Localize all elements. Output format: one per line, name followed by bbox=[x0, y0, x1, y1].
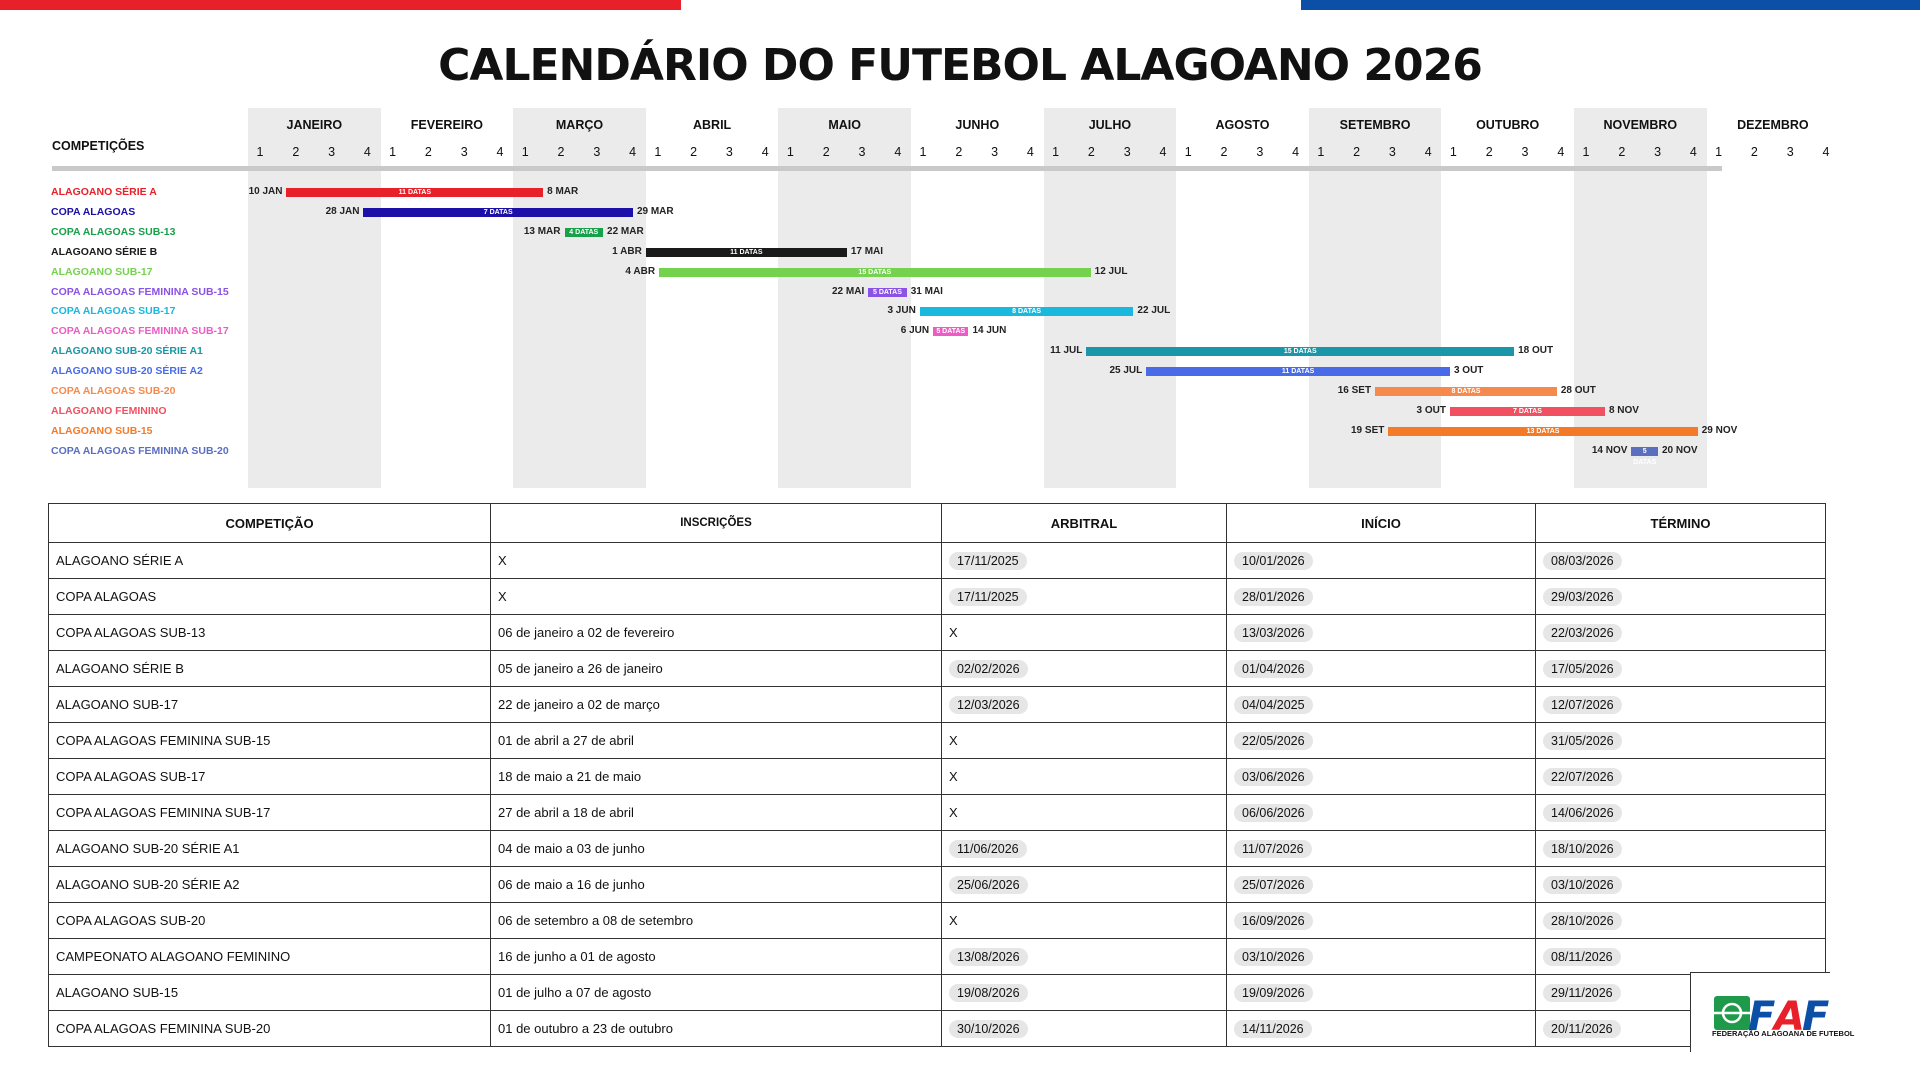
date-pill: 16/09/2026 bbox=[1234, 912, 1313, 930]
cell-termino bbox=[1536, 615, 1826, 651]
competition-label: COPA ALAGOAS bbox=[51, 205, 136, 218]
page-title: CALENDÁRIO DO FUTEBOL ALAGOANO 2026 bbox=[438, 40, 1482, 91]
week-label: 2 bbox=[292, 145, 300, 159]
competition-label: COPA ALAGOAS FEMININA SUB-15 bbox=[51, 285, 229, 298]
month-label: JUNHO bbox=[955, 118, 1000, 132]
date-pill: 03/10/2026 bbox=[1234, 948, 1313, 966]
bar-dates-label: 8 DATAS bbox=[1451, 388, 1481, 395]
week-label: 4 bbox=[1557, 145, 1565, 159]
bar-end-date: 22 JUL bbox=[1137, 305, 1171, 317]
date-pill: 14/11/2026 bbox=[1234, 1020, 1312, 1038]
competition-bar bbox=[646, 248, 847, 257]
date-pill: 08/11/2026 bbox=[1543, 948, 1621, 966]
week-label: 3 bbox=[1654, 145, 1662, 159]
cell-inicio bbox=[1227, 615, 1536, 651]
date-pill: 20/11/2026 bbox=[1543, 1020, 1621, 1038]
month-label: MAIO bbox=[828, 118, 861, 132]
bar-dates-label: 8 DATAS bbox=[1012, 308, 1042, 316]
bar-end-date: 29 NOV bbox=[1701, 424, 1738, 436]
svg-text:F: F bbox=[1748, 994, 1776, 1040]
date-pill: 22/03/2026 bbox=[1543, 624, 1622, 642]
competition-bar bbox=[1450, 407, 1605, 416]
cell-competicao: ALAGOANO SUB-17 bbox=[49, 687, 491, 723]
date-pill: 28/01/2026 bbox=[1234, 588, 1313, 606]
month-shade bbox=[778, 108, 911, 488]
competition-label: ALAGOANO SUB-20 SÉRIE A2 bbox=[51, 365, 203, 378]
header-competicao: COMPETIÇÃO bbox=[49, 504, 491, 543]
date-pill: 11/06/2026 bbox=[949, 840, 1027, 858]
date-pill: 01/04/2026 bbox=[1234, 660, 1313, 678]
month-label: JULHO bbox=[1088, 118, 1132, 132]
cell-arbitral bbox=[942, 831, 1227, 867]
bar-start-date: 28 JAN bbox=[325, 205, 360, 217]
week-label: 2 bbox=[690, 145, 698, 159]
bar-dates-label: 11 DATAS bbox=[1281, 368, 1315, 376]
week-label: 3 bbox=[593, 145, 601, 159]
table-row bbox=[49, 867, 1826, 903]
week-label: 1 bbox=[654, 145, 662, 159]
competition-label: ALAGOANO SÉRIE B bbox=[51, 245, 158, 258]
cell-arbitral bbox=[942, 543, 1227, 579]
bar-dates-label: 13 DATAS bbox=[1526, 427, 1560, 435]
bar-end-date: 22 MAR bbox=[607, 225, 644, 237]
week-label: 1 bbox=[1582, 145, 1590, 159]
month-label: NOVEMBRO bbox=[1603, 118, 1678, 132]
bar-dates-label: 5 DATAS bbox=[936, 328, 966, 336]
table-row bbox=[49, 1011, 1826, 1047]
date-pill: 17/05/2026 bbox=[1543, 660, 1622, 678]
date-pill: 18/10/2026 bbox=[1543, 840, 1622, 858]
cell-termino bbox=[1536, 759, 1826, 795]
bar-start-date: 3 OUT bbox=[1416, 404, 1446, 416]
bar-dates-label: 7 DATAS bbox=[483, 208, 513, 216]
week-label: 4 bbox=[496, 145, 504, 159]
cell-competicao: COPA ALAGOAS FEMININA SUB-17 bbox=[49, 795, 491, 831]
competition-bar bbox=[286, 188, 543, 197]
cell-termino bbox=[1536, 795, 1826, 831]
week-label: 1 bbox=[786, 145, 794, 159]
competition-bar bbox=[868, 288, 906, 297]
cell-competicao: ALAGOANO SUB-20 SÉRIE A2 bbox=[49, 867, 491, 903]
week-label: 4 bbox=[1424, 145, 1432, 159]
table-row bbox=[49, 579, 1826, 615]
date-pill: 12/03/2026 bbox=[949, 696, 1028, 714]
bar-start-date: 1 ABR bbox=[612, 245, 642, 257]
cell-arbitral: X bbox=[942, 723, 1227, 759]
week-label: 4 bbox=[629, 145, 637, 159]
cell-competicao: ALAGOANO SUB-20 SÉRIE A1 bbox=[49, 831, 491, 867]
cell-competicao: CAMPEONATO ALAGOANO FEMININO bbox=[49, 939, 491, 975]
month-label: AGOSTO bbox=[1215, 118, 1270, 132]
cell-inscricoes: 16 de junho a 01 de agosto bbox=[491, 939, 942, 975]
table-row bbox=[49, 939, 1826, 975]
cell-termino bbox=[1536, 903, 1826, 939]
cell-arbitral bbox=[942, 651, 1227, 687]
bar-start-date: 16 SET bbox=[1337, 385, 1372, 396]
week-label: 4 bbox=[363, 145, 371, 159]
date-pill: 17/11/2025 bbox=[949, 552, 1027, 570]
logo-subtitle: FEDERAÇÃO ALAGOANA DE FUTEBOL bbox=[1712, 1029, 1855, 1038]
competition-bar bbox=[1388, 427, 1697, 436]
cell-termino bbox=[1536, 543, 1826, 579]
bar-end-date: 3 OUT bbox=[1453, 365, 1484, 377]
competition-label: COPA ALAGOAS SUB-20 bbox=[51, 385, 176, 397]
month-shade bbox=[1044, 108, 1177, 488]
cell-termino bbox=[1536, 939, 1826, 975]
competition-bar bbox=[1146, 367, 1450, 376]
date-pill: 19/08/2026 bbox=[949, 984, 1028, 1002]
date-pill: 04/04/2025 bbox=[1234, 696, 1313, 714]
week-label: 4 bbox=[1292, 145, 1300, 159]
date-pill: 06/06/2026 bbox=[1234, 804, 1313, 822]
date-pill: 08/03/2026 bbox=[1543, 552, 1622, 570]
week-label: 3 bbox=[1388, 145, 1396, 159]
bar-end-date: 20 NOV bbox=[1661, 444, 1698, 456]
bar-dates-label: 5 DATAS bbox=[873, 288, 902, 296]
bar-dates-label: 15 DATAS bbox=[1283, 348, 1317, 356]
week-label: 3 bbox=[328, 145, 336, 159]
schedule-table bbox=[48, 503, 1826, 1047]
cell-arbitral: X bbox=[942, 795, 1227, 831]
week-label: 3 bbox=[1256, 145, 1264, 159]
date-pill: 03/10/2026 bbox=[1543, 876, 1622, 894]
week-label: 3 bbox=[991, 145, 999, 159]
competition-label: ALAGOANO FEMININO bbox=[51, 404, 167, 417]
header-inicio: INÍCIO bbox=[1227, 504, 1536, 543]
date-pill: 13/03/2026 bbox=[1234, 624, 1313, 642]
week-label: 3 bbox=[460, 145, 468, 159]
cell-competicao: COPA ALAGOAS FEMININA SUB-20 bbox=[49, 1011, 491, 1047]
month-label: FEVEREIRO bbox=[410, 118, 484, 132]
cell-arbitral bbox=[942, 939, 1227, 975]
month-shade bbox=[248, 108, 381, 488]
cell-competicao: COPA ALAGOAS bbox=[49, 579, 491, 615]
bar-end-date: 8 MAR bbox=[547, 186, 579, 197]
competition-bar bbox=[363, 208, 632, 217]
week-label: 1 bbox=[1184, 145, 1192, 159]
competition-bar bbox=[1086, 347, 1514, 356]
competitions-header: COMPETIÇÕES bbox=[52, 139, 145, 153]
week-label: 1 bbox=[521, 145, 529, 159]
cell-termino bbox=[1536, 651, 1826, 687]
date-pill: 25/06/2026 bbox=[949, 876, 1028, 894]
week-label: 4 bbox=[1822, 145, 1830, 159]
bar-end-date: 29 MAR bbox=[636, 205, 674, 217]
week-label: 1 bbox=[1449, 145, 1457, 159]
cell-inicio bbox=[1227, 1011, 1536, 1047]
timeline-axis bbox=[52, 166, 1722, 171]
bar-start-date: 10 JAN bbox=[248, 186, 283, 197]
bar-start-date: 6 JUN bbox=[900, 325, 930, 337]
month-label: DEZEMBRO bbox=[1737, 118, 1809, 132]
date-pill: 02/02/2026 bbox=[949, 660, 1028, 678]
date-pill: 22/07/2026 bbox=[1543, 768, 1622, 786]
cell-competicao: ALAGOANO SÉRIE B bbox=[49, 651, 491, 687]
date-pill: 13/08/2026 bbox=[949, 948, 1028, 966]
cell-inscricoes: 27 de abril a 18 de abril bbox=[491, 795, 942, 831]
competition-label: COPA ALAGOAS FEMININA SUB-17 bbox=[51, 325, 229, 338]
date-pill: 12/07/2026 bbox=[1543, 696, 1622, 714]
bar-dates-label: 11 DATAS bbox=[730, 248, 763, 256]
cell-arbitral bbox=[942, 687, 1227, 723]
cell-inscricoes: 01 de abril a 27 de abril bbox=[491, 723, 942, 759]
competition-bar bbox=[933, 327, 968, 336]
month-label: ABRIL bbox=[692, 118, 732, 132]
month-label: JANEIRO bbox=[286, 118, 343, 132]
bar-end-date: 18 OUT bbox=[1518, 345, 1554, 357]
table-row bbox=[49, 903, 1826, 939]
month-shade bbox=[513, 108, 646, 488]
bar-end-date: 14 JUN bbox=[972, 325, 1007, 337]
bar-end-date: 28 OUT bbox=[1560, 385, 1596, 396]
faf-logo bbox=[1690, 972, 1855, 1072]
week-label: 1 bbox=[1715, 145, 1723, 159]
bar-start-date: 19 SET bbox=[1351, 424, 1385, 436]
cell-arbitral: X bbox=[942, 615, 1227, 651]
month-label: SETEMBRO bbox=[1339, 118, 1411, 132]
cell-competicao: ALAGOANO SÉRIE A bbox=[49, 543, 491, 579]
cell-termino bbox=[1536, 867, 1826, 903]
date-pill: 03/06/2026 bbox=[1234, 768, 1313, 786]
week-label: 2 bbox=[1087, 145, 1095, 159]
date-pill: 25/07/2026 bbox=[1234, 876, 1313, 894]
competition-label: ALAGOANO SUB-15 bbox=[51, 424, 153, 437]
cell-inscricoes: 18 de maio a 21 de maio bbox=[491, 759, 942, 795]
competition-bar bbox=[565, 228, 603, 237]
cell-termino bbox=[1536, 831, 1826, 867]
week-label: 2 bbox=[424, 145, 432, 159]
cell-arbitral bbox=[942, 867, 1227, 903]
cell-inicio bbox=[1227, 831, 1536, 867]
date-pill: 29/11/2026 bbox=[1543, 984, 1621, 1002]
faf-logo-icon bbox=[1712, 992, 1855, 1052]
month-label: OUTUBRO bbox=[1476, 118, 1540, 132]
cell-competicao: ALAGOANO SUB-15 bbox=[49, 975, 491, 1011]
bar-end-date: 17 MAI bbox=[850, 245, 884, 257]
cell-termino bbox=[1536, 579, 1826, 615]
bar-dates-label: 7 DATAS bbox=[1512, 407, 1542, 415]
bar-start-date: 13 MAR bbox=[523, 225, 561, 237]
cell-competicao: COPA ALAGOAS FEMININA SUB-15 bbox=[49, 723, 491, 759]
cell-inscricoes: X bbox=[491, 579, 942, 615]
cell-inicio bbox=[1227, 903, 1536, 939]
bar-dates-label: 4 DATAS bbox=[569, 228, 599, 236]
cell-inicio bbox=[1227, 579, 1536, 615]
date-pill: 29/03/2026 bbox=[1543, 588, 1622, 606]
cell-inscricoes: 01 de outubro a 23 de outubro bbox=[491, 1011, 942, 1047]
cell-inicio bbox=[1227, 759, 1536, 795]
bar-start-date: 11 JUL bbox=[1050, 345, 1083, 357]
header-termino: TÉRMINO bbox=[1536, 504, 1826, 543]
bar-start-date: 4 ABR bbox=[625, 265, 656, 277]
table-row bbox=[49, 831, 1826, 867]
bar-end-date: 12 JUL bbox=[1094, 265, 1128, 277]
cell-termino bbox=[1536, 687, 1826, 723]
competition-bar bbox=[659, 268, 1091, 277]
competition-label: ALAGOANO SÉRIE A bbox=[51, 186, 157, 198]
week-label: 1 bbox=[256, 145, 264, 159]
competition-bar bbox=[1631, 447, 1658, 466]
date-pill: 17/11/2025 bbox=[949, 588, 1027, 606]
cell-arbitral bbox=[942, 1011, 1227, 1047]
cell-inscricoes: 01 de julho a 07 de agosto bbox=[491, 975, 942, 1011]
date-pill: 10/01/2026 bbox=[1234, 552, 1313, 570]
table-header-row bbox=[49, 504, 1826, 543]
table-row bbox=[49, 975, 1826, 1011]
date-pill: 28/10/2026 bbox=[1543, 912, 1622, 930]
date-pill: 19/09/2026 bbox=[1234, 984, 1313, 1002]
cell-competicao: COPA ALAGOAS SUB-17 bbox=[49, 759, 491, 795]
week-label: 4 bbox=[1689, 145, 1697, 159]
cell-inscricoes: 06 de maio a 16 de junho bbox=[491, 867, 942, 903]
table-row bbox=[49, 651, 1826, 687]
cell-inscricoes: 06 de setembro a 08 de setembro bbox=[491, 903, 942, 939]
week-label: 2 bbox=[1220, 145, 1228, 159]
bar-end-date: 8 NOV bbox=[1608, 404, 1639, 416]
competition-label: COPA ALAGOAS SUB-17 bbox=[51, 305, 176, 318]
cell-inscricoes: 22 de janeiro a 02 de março bbox=[491, 687, 942, 723]
cell-arbitral: X bbox=[942, 759, 1227, 795]
competition-bar bbox=[1375, 387, 1557, 396]
week-label: 2 bbox=[557, 145, 565, 159]
competition-label: COPA ALAGOAS SUB-13 bbox=[51, 225, 176, 238]
table-row bbox=[49, 723, 1826, 759]
header-arbitral: ARBITRAL bbox=[942, 504, 1227, 543]
table-row bbox=[49, 759, 1826, 795]
date-pill: 22/05/2026 bbox=[1234, 732, 1313, 750]
week-label: 3 bbox=[1786, 145, 1794, 159]
cell-inscricoes: 06 de janeiro a 02 de fevereiro bbox=[491, 615, 942, 651]
week-label: 2 bbox=[1618, 145, 1626, 159]
competition-bar bbox=[920, 307, 1134, 316]
week-label: 3 bbox=[1123, 145, 1131, 159]
table-row bbox=[49, 543, 1826, 579]
cell-termino bbox=[1536, 723, 1826, 759]
week-label: 2 bbox=[955, 145, 963, 159]
cell-inscricoes: X bbox=[491, 543, 942, 579]
week-label: 3 bbox=[858, 145, 866, 159]
cell-inscricoes: 04 de maio a 03 de junho bbox=[491, 831, 942, 867]
week-label: 3 bbox=[725, 145, 733, 159]
cell-arbitral: X bbox=[942, 903, 1227, 939]
cell-inicio bbox=[1227, 795, 1536, 831]
week-label: 2 bbox=[1485, 145, 1493, 159]
svg-text:F: F bbox=[1802, 994, 1830, 1040]
date-pill: 11/07/2026 bbox=[1234, 840, 1312, 858]
logo-frame-top bbox=[1690, 972, 1830, 973]
cell-inicio bbox=[1227, 723, 1536, 759]
table-row bbox=[49, 795, 1826, 831]
header-inscricoes: INSCRIÇÕES bbox=[491, 504, 942, 543]
week-label: 4 bbox=[1159, 145, 1167, 159]
cell-inicio bbox=[1227, 687, 1536, 723]
gantt-chart bbox=[0, 0, 1920, 500]
bar-start-date: 22 MAI bbox=[831, 285, 865, 297]
week-label: 1 bbox=[1317, 145, 1325, 159]
table-row bbox=[49, 687, 1826, 723]
week-label: 1 bbox=[919, 145, 927, 159]
bar-start-date: 14 NOV bbox=[1591, 444, 1628, 456]
cell-inicio bbox=[1227, 651, 1536, 687]
competition-label: COPA ALAGOAS FEMININA SUB-20 bbox=[51, 444, 229, 457]
cell-competicao: COPA ALAGOAS SUB-13 bbox=[49, 615, 491, 651]
bar-dates-label: 5 DATAS bbox=[1633, 447, 1657, 466]
bar-start-date: 25 JUL bbox=[1109, 365, 1143, 377]
cell-arbitral bbox=[942, 975, 1227, 1011]
competition-label: ALAGOANO SUB-17 bbox=[51, 265, 153, 278]
week-label: 4 bbox=[761, 145, 769, 159]
week-label: 2 bbox=[1353, 145, 1361, 159]
cell-inicio bbox=[1227, 939, 1536, 975]
competition-label: ALAGOANO SUB-20 SÉRIE A1 bbox=[51, 345, 203, 358]
cell-competicao: COPA ALAGOAS SUB-20 bbox=[49, 903, 491, 939]
bar-end-date: 31 MAI bbox=[910, 285, 943, 297]
week-label: 1 bbox=[389, 145, 397, 159]
bar-start-date: 3 JUN bbox=[887, 305, 916, 317]
cell-inicio bbox=[1227, 867, 1536, 903]
bar-dates-label: 11 DATAS bbox=[398, 189, 432, 196]
cell-arbitral bbox=[942, 579, 1227, 615]
cell-inicio bbox=[1227, 975, 1536, 1011]
week-label: 4 bbox=[1026, 145, 1034, 159]
month-label: MARÇO bbox=[555, 118, 604, 132]
logo-frame-left bbox=[1690, 972, 1691, 1052]
table-row bbox=[49, 615, 1826, 651]
cell-inscricoes: 05 de janeiro a 26 de janeiro bbox=[491, 651, 942, 687]
bar-dates-label: 15 DATAS bbox=[858, 268, 892, 276]
week-label: 4 bbox=[894, 145, 902, 159]
week-label: 3 bbox=[1521, 145, 1529, 159]
week-label: 2 bbox=[822, 145, 830, 159]
week-label: 1 bbox=[1052, 145, 1060, 159]
week-label: 2 bbox=[1750, 145, 1758, 159]
date-pill: 14/06/2026 bbox=[1543, 804, 1622, 822]
date-pill: 30/10/2026 bbox=[949, 1020, 1028, 1038]
svg-text:A: A bbox=[1774, 994, 1805, 1040]
date-pill: 31/05/2026 bbox=[1543, 732, 1622, 750]
cell-inicio bbox=[1227, 543, 1536, 579]
